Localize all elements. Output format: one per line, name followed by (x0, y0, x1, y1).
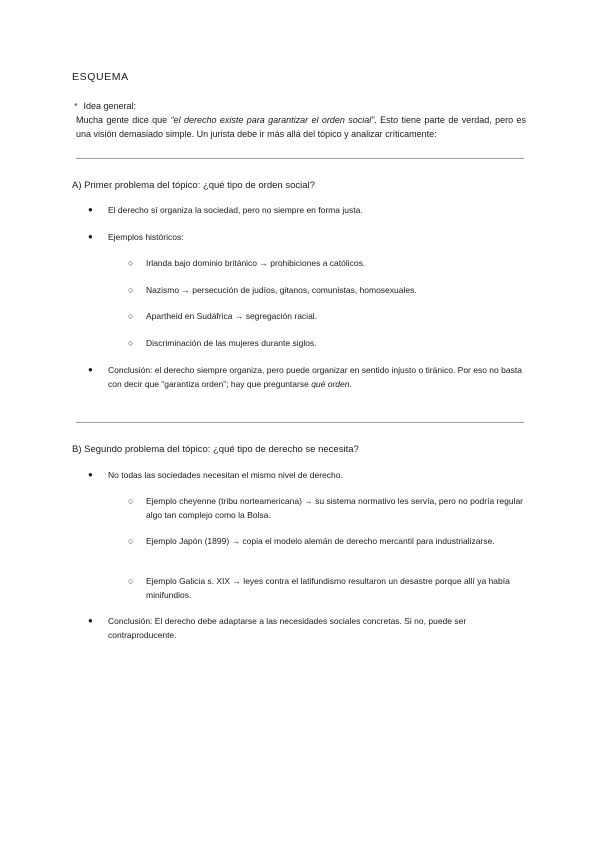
section-a-example-2 (128, 283, 530, 297)
section-b-title: B) Segundo problema del tópico: ¿qué tipo de derecho se necesita? (72, 444, 359, 455)
circle-bullet-icon: ○ (128, 576, 134, 586)
idea-text-after: . Esto tiene parte de verdad, pero es una visión demasiado simple. Un jurista debe ir más allá del tópico y analizar críticamente: (76, 115, 526, 139)
conclusion-text: Conclusión: El derecho debe adaptarse a las necesidades sociales concretas. Si no, puede ser contraproducente. (108, 616, 467, 640)
section-a-example-1 (128, 256, 530, 270)
section-a-bullet-1 (88, 203, 528, 217)
page-title: ESQUEMA (72, 71, 129, 83)
circle-bullet-icon: ○ (128, 285, 134, 295)
conclusion-text-after: . (349, 379, 352, 389)
bullet-text: Ejemplos históricos: (108, 232, 184, 242)
idea-label: Idea general: (83, 101, 137, 111)
conclusion-text-before: Conclusión: el derecho siempre organiza, pero puede organizar en sentido injusto o tiránico. Por eso no basta con decir que “garantiza orden”; hay que preguntarse (108, 365, 522, 389)
example-text: Discriminación de las mujeres durante siglos. (146, 338, 317, 348)
idea-quote: “el derecho existe para garantizar el orden social” (170, 115, 375, 125)
example-text: Apartheid en Sudáfrica → segregación racial. (146, 311, 318, 321)
circle-bullet-icon: ○ (128, 311, 134, 321)
section-a-example-3 (128, 309, 530, 323)
idea-text-before: Mucha gente dice que (76, 115, 171, 125)
circle-bullet-icon: ○ (128, 258, 134, 268)
circle-bullet-icon: ○ (128, 496, 134, 506)
section-a-title: A) Primer problema del tópico: ¿qué tipo de orden social? (72, 180, 315, 191)
example-text: Ejemplo cheyenne (tribu norteamericana) → su sistema normativo les servía, pero no podría regular algo tan complejo como la Bolsa. (146, 496, 524, 520)
section-b-bullet-1 (88, 468, 528, 482)
example-text: Irlanda bajo dominio británico → prohibiciones a católicos. (146, 258, 366, 268)
bullet-icon: ● (88, 205, 93, 214)
bullet-icon: ● (88, 470, 93, 479)
example-text: Ejemplo Galicia s. XIX → leyes contra el latifundismo resultaron un desastre porque allí ya había minifundios. (146, 576, 510, 600)
circle-bullet-icon: ○ (128, 536, 134, 546)
section-b-conclusion (88, 614, 524, 642)
example-text: Ejemplo Japón (1899) → copia el modelo alemán de derecho mercantil para industrializarse. (146, 536, 495, 546)
bullet-dot-icon: • (74, 100, 78, 111)
conclusion-emphasis: qué orden (311, 379, 350, 389)
idea-paragraph (72, 113, 526, 141)
example-text: Nazismo → persecución de judíos, gitanos, comunistas, homosexuales. (146, 285, 417, 295)
bullet-icon: ● (88, 232, 93, 241)
bullet-icon: ● (88, 616, 93, 625)
section-a-example-4 (128, 336, 530, 350)
divider (76, 158, 524, 159)
section-a-bullet-2 (88, 230, 528, 244)
section-b-example-1 (128, 494, 530, 522)
bullet-text: El derecho sí organiza la sociedad, pero no siempre en forma justa. (108, 205, 363, 215)
bullet-text: No todas las sociedades necesitan el mismo nivel de derecho. (108, 470, 343, 480)
bullet-icon: ● (88, 365, 93, 374)
idea-general-block (72, 99, 526, 141)
section-b-example-3 (128, 574, 530, 602)
section-a-conclusion (88, 363, 524, 391)
divider (76, 422, 524, 423)
circle-bullet-icon: ○ (128, 338, 134, 348)
idea-heading (72, 99, 526, 113)
section-b-example-2 (128, 534, 530, 548)
